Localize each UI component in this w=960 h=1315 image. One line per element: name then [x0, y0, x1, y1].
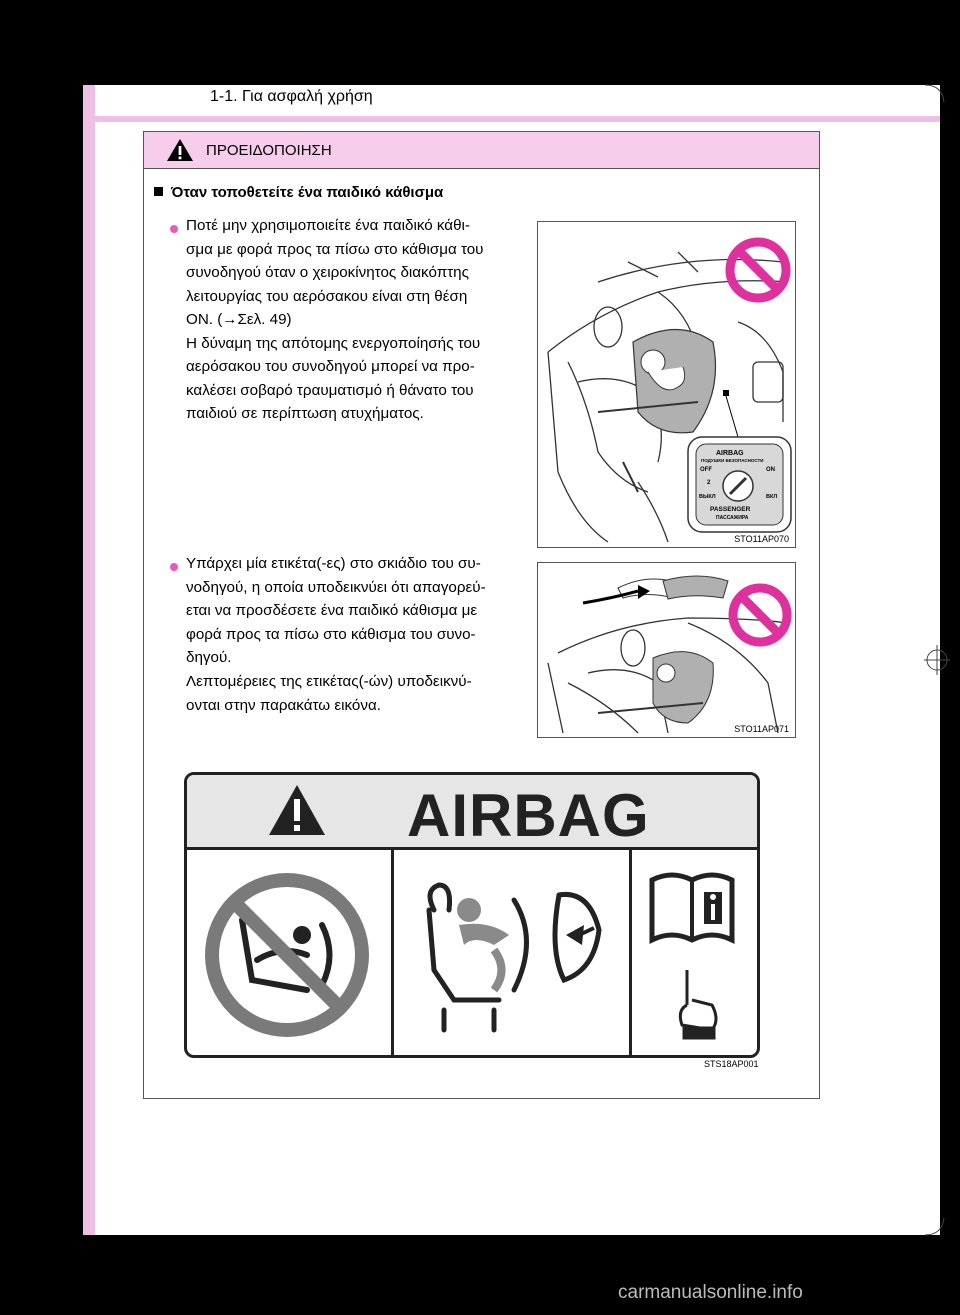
airbag-warning-label [184, 772, 760, 1058]
figure-sun-visor-label [537, 562, 796, 738]
warning-box [143, 131, 820, 1099]
header-rule [83, 116, 940, 122]
car-interior-illustration [538, 222, 795, 547]
warning-title: ΠΡΟΕΙΔΟΠΟΙΗΣΗ [206, 142, 332, 159]
airbag-deploy-icon [394, 850, 629, 1055]
section-title: Όταν τοποθετείτε ένα παιδικό κάθισμα [154, 184, 443, 201]
bullet-dot-icon [170, 225, 178, 233]
label-airbag-title: AIRBAG [407, 782, 650, 849]
watermark: carmanualsonline.info [618, 1282, 803, 1303]
section-header: 1-1. Για ασφαλή χρήση [210, 88, 373, 105]
registration-mark [922, 640, 952, 680]
crop-mark-top [920, 80, 950, 110]
warning-triangle-icon [267, 783, 327, 837]
label-caption: STS18AP001 [704, 1059, 759, 1069]
switch-label-airbag-ru: ПОДУШКИ БЕЗОПАСНОСТИ [701, 458, 764, 463]
switch-label-off: OFF [700, 467, 712, 473]
switch-label-passenger-ru: ПАССАЖИРА [716, 515, 749, 521]
bullet2-extra-text: Λεπτομέρειες της ετικέτας(-ών) υποδεικνύ- ονται στην παρακάτω εικόνα. [186, 673, 472, 714]
switch-label-on: ON [766, 467, 775, 473]
figure2-caption: STO11AP071 [734, 724, 789, 734]
label-cell-airbag-deploy [394, 850, 629, 1055]
warning-triangle-icon [166, 138, 194, 162]
label-cell-read-manual [632, 850, 757, 1055]
warning-header [144, 132, 819, 169]
switch-label-passenger: PASSENGER [710, 506, 751, 513]
switch-label-off-ru: ВЫКЛ [699, 494, 716, 500]
sun-visor-illustration [538, 563, 795, 737]
figure1-caption: STO11AP070 [734, 534, 789, 544]
square-bullet-icon [154, 187, 163, 196]
switch-label-airbag: AIRBAG [716, 450, 744, 457]
label-cell-no-rear-facing-seat [187, 850, 391, 1055]
bullet2-text: Υπάρχει μία ετικέτα(-ες) στο σκιάδιο του συ- νοδηγού, η οποία υποδεικνύει ότι απαγορεύ- εται να προσδέσετε ένα παιδικό κάθισμα με φορά προς τα πίσω στο κάθισμα του συνο- δηγού. [186, 555, 486, 666]
label-header [187, 775, 757, 850]
page-margin-stripe [83, 85, 95, 1235]
bullet-dot-icon [170, 563, 178, 571]
bullet1-text: Ποτέ μην χρησιμοποιείτε ένα παιδικό κάθι- σμα με φορά προς τα πίσω στο κάθισμα του συνοδηγού όταν ο χειροκίνητος διακόπτης λειτουργίας του αερόσακου είναι στη θέση ON. (→Σελ. 49) Η δύναμη της απότομης ενεργοποίησής του αερόσακου του συνοδηγού μπορεί να προ- καλέσει σοβαρό τραυματισμό ή θάνατο του παιδιού σε περίπτωση ατυχήματος. [186, 217, 484, 422]
read-manual-icon [632, 850, 757, 1055]
crop-mark-bottom [920, 1210, 950, 1240]
no-child-seat-icon [187, 850, 391, 1055]
figure-child-seat-airbag-on [537, 221, 796, 548]
switch-label-on-ru: ВКЛ [766, 494, 778, 500]
switch-label-num: 2 [707, 480, 711, 486]
